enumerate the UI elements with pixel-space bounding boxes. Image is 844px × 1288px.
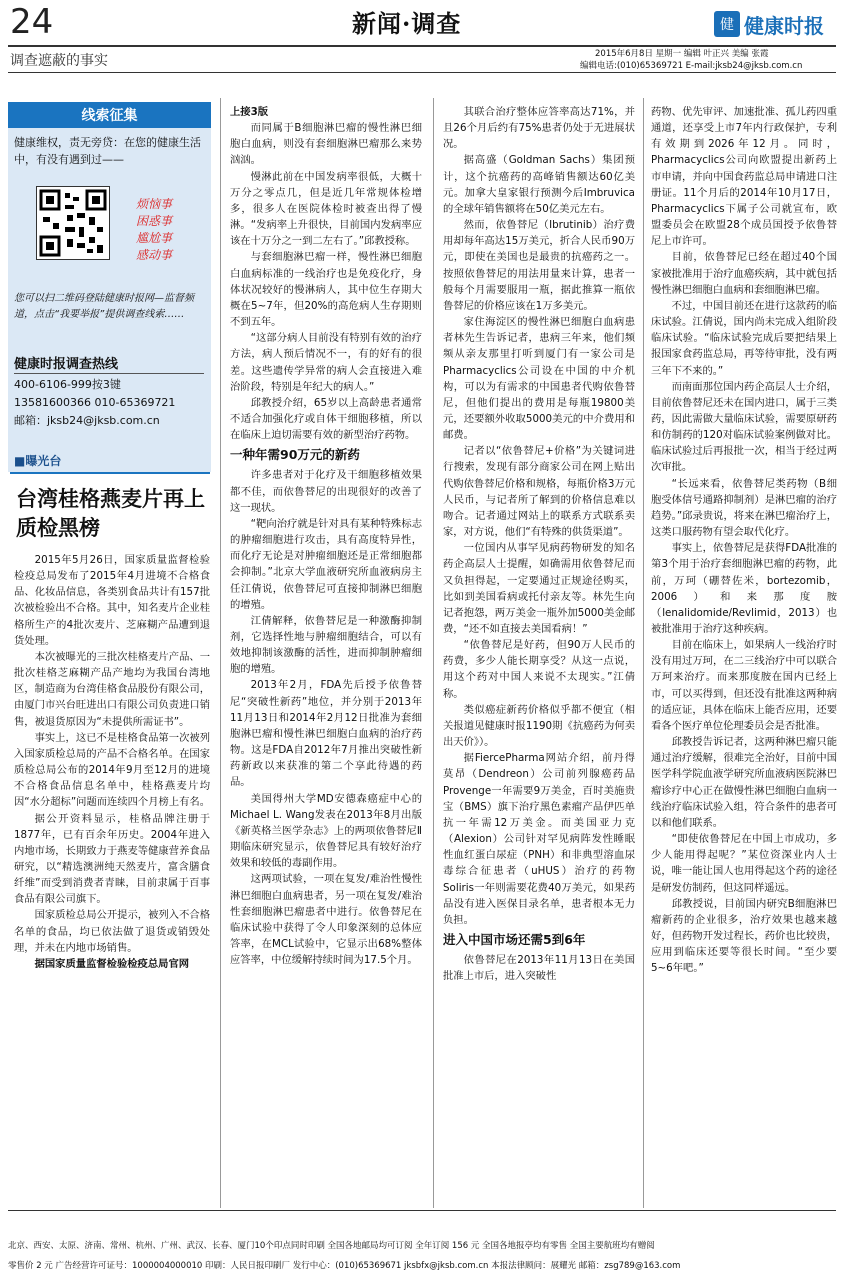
hotline-phone: 400-6106-999按3键 xyxy=(14,378,121,391)
article-paragraph: 国家质检总局公开提示，被列入不合格名单的食品，均已依法做了退货或销毁处理，并未在内地市场销售。 xyxy=(14,909,210,954)
article-paragraph: 邱教授说，目前国内研究B细胞淋巴瘤新药的企业很多，治疗效果也越来越好，但药物开发过程长，药价也比较贵，应用到临床还要等很长时间。“至少要5~6年吧。” xyxy=(651,897,837,975)
qr-caption xyxy=(136,196,196,264)
qr-caption-line: 困惑事 xyxy=(136,214,173,228)
article-paragraph: 美国得州大学MD安德森癌症中心的Michael L. Wang发表在2013年8月出版《新英格兰医学杂志》上的两项依鲁替尼Ⅱ期临床研究显示，依鲁替尼具有较好治疗效果和较低的毒副作用。 xyxy=(230,792,422,870)
article-paragraph: 其联合治疗整体应答率高达71%，并且26个月后约有75%患者仍处于无进展状况。 xyxy=(443,106,635,151)
exposure-article-body xyxy=(14,552,210,972)
footer-publisher-info: 零售价 2 元 广告经营许可证号：1000004000010 印刷：人民日报印刷厂 发行中心：(010)65369671 jksbfx@jksb.com.cn 本报法律顾问：展耀光 邮箱：zsg789@163.com xyxy=(8,1261,681,1271)
article-paragraph: 目前在临床上，如果病人一线治疗时没有用过万珂，在二三线治疗中可以联合万珂来治疗。而来那度胺在国内已经上市，可以买得到，但还没有批准这两种病的适应证，具体在临床上能否应用，还要看各个医疗单位伦理委员会是否批准。 xyxy=(651,639,837,732)
page-title: 新闻·调查 xyxy=(352,9,462,38)
sidebar-note: 您可以扫二维码登陆健康时报网—监督频道，点击“我要举报”提供调查线索…… xyxy=(14,293,194,320)
article-paragraph: 据高盛（Goldman Sachs）集团预计，这个抗癌药的高峰销售额达60亿美元。加拿大皇家银行预测今后Imbruvica的全球年销售额将在50亿美元左右。 xyxy=(443,154,635,215)
article-paragraph: 许多患者对于化疗及干细胞移植效果都不佳，而依鲁替尼的出现很好的改善了这一现状。 xyxy=(230,469,422,514)
article-paragraph: 据公开资料显示，桂格品牌注册于1877年，已有百余年历史。2004年进入内地市场，长期致力于燕麦等健康营养食品研究，以“精选澳洲纯天然麦片，富含膳食纤维”而受到消费者青睐，目前隶属于百事食品有限公司旗下。 xyxy=(14,812,210,906)
hotline-title: 健康时报调查热线 xyxy=(14,357,119,372)
article-paragraph: “依鲁替尼是好药，但90万人民币的药费，多少人能长期享受？从这一点说，用这个药对中国人来说不太现实。”江倩称。 xyxy=(443,639,635,700)
column-divider xyxy=(220,98,221,1208)
main-article-column-3 xyxy=(443,104,635,984)
section-label: 调查遮蔽的事实 xyxy=(10,53,108,69)
sidebar-intro: 健康维权，责无旁贷：在您的健康生活中，有没有遇到过—— xyxy=(14,136,201,166)
qr-code-icon[interactable] xyxy=(36,186,110,260)
column-divider xyxy=(433,98,434,1208)
qr-caption-line: 尴尬事 xyxy=(136,231,173,245)
sidebar-heading: 线索征集 xyxy=(8,102,211,128)
article-paragraph: 本次被曝光的三批次桂格麦片产品、一批次桂格芝麻糊产品产地均为我国台湾地区，制造商为台湾佳格食品股份有限公司，由厦门市兴台旺进出口有限公司负责进口销售，被退货原因为“未提供所需证书”。 xyxy=(14,650,210,728)
logo-text: 健康时报 xyxy=(744,13,824,38)
exposure-heading: ■曝光台 xyxy=(14,454,62,468)
main-article-column-2 xyxy=(230,104,422,968)
editor-contact: 编辑电话:(010)65369721 E-mail:jksb24@jksb.com.cn xyxy=(580,61,803,71)
article-paragraph: 江倩解释，依鲁替尼是一种激酶抑制剂，它选择性地与肿瘤细胞结合，可以有效地抑制该激酶的活性，进而抑制肿瘤细胞的增殖。 xyxy=(230,614,422,676)
article-paragraph: “长远来看，依鲁替尼类药物（B细胞受体信号通路抑制剂）是淋巴瘤的治疗趋势。”邱录贵说，将来在淋巴瘤治疗上，这类口服药物有望会取代化疗。 xyxy=(651,477,837,539)
article-paragraph: 而南面那位国内药企高层人士介绍，目前依鲁替尼还未在国内进口，属于三类药，因此需做大量临床试验，需要原研药和仿制药的120对临床试验案例做对比。临床试验过后再报批一次，相当于经过两次审批。 xyxy=(651,380,837,474)
article-paragraph: 而同属于B细胞淋巴瘤的慢性淋巴细胞白血病，则没有套细胞淋巴瘤那么来势汹汹。 xyxy=(230,122,422,167)
article-paragraph: 事实上，依鲁替尼是获得FDA批准的第3个用于治疗套细胞淋巴瘤的药物，此前，万珂（硼替佐米，bortezomib，2006）和来那度胺（lenalidomide/Revlimid，2013）也被批准用于治疗这种疾病。 xyxy=(651,542,837,635)
exposure-rule xyxy=(10,472,210,474)
page-number: 24 xyxy=(10,2,54,42)
hotline-email[interactable]: 邮箱：jksb24@jksb.com.cn xyxy=(14,414,160,427)
article-paragraph: 与套细胞淋巴瘤一样，慢性淋巴细胞白血病标准的一线治疗也是免疫化疗，身体状况较好的慢淋病人，其中位生存期大概在5~7年，但20%的高危病人生存期则不到五年。 xyxy=(230,251,422,329)
article-paragraph: 这两项试验，一项在复发/难治性慢性淋巴细胞白血病患者，另一项在复发/难治性套细胞淋巴瘤患者中进行。依鲁替尼在临床试验中获得了令人印象深刻的总体应答率，在MCL试验中，它显示出68%整体应答率，中位缓解持续时间为17.5个月。 xyxy=(230,873,422,967)
article-subheading: 进入中国市场还需5到6年 xyxy=(443,931,586,947)
footer-rule xyxy=(8,1210,836,1211)
qr-caption-line: 感动事 xyxy=(136,248,173,262)
hotline-block xyxy=(14,376,210,430)
continued-from: 上接3版 xyxy=(230,106,269,118)
header-rule-bottom xyxy=(8,72,836,73)
article-paragraph: 慢淋此前在中国发病率很低，大概十万分之零点几，但是近几年常规体检增多，很多人在医院体检时被查出得了慢淋。“发病率上升很快，目前国内发病率应该在十万分之一到二左右了。”邱教授称。 xyxy=(230,170,422,248)
article-paragraph: “靶向治疗就是针对具有某种特殊标志的肿瘤细胞进行攻击，具有高度特异性，而化疗无论是对肿瘤细胞还是正常细胞都会抑制。”北京大学血液研究所血液病房主任江倩说，依鲁替尼可直接抑制淋巴细胞的增殖。 xyxy=(230,517,422,611)
hotline-phone-2: 13581600366 010-65369721 xyxy=(14,396,176,409)
article-paragraph: 事实上，这已不是桂格食品第一次被列入国家质检总局的产品不合格名单。在国家质检总局公布的2014年9月至12月的进境不合格食品信息名单中，桂格燕麦片均因“水分超标”问题而连续四个月榜上有名。 xyxy=(14,731,211,809)
column-divider xyxy=(643,98,644,1208)
article-paragraph: 邱教授告诉记者，这两种淋巴瘤只能通过治疗缓解，很难完全治好，目前中国医学科学院血液学研究所血液病医院淋巴瘤诊疗中心正在做慢性淋巴细胞白血病一线治疗临床试验入组，符合条件的患者可以和他们联系。 xyxy=(651,736,837,829)
main-article-column-4 xyxy=(651,104,837,976)
article-paragraph: 邱教授介绍，65岁以上高龄患者通常不适合加强化疗或自体干细胞移植，所以在临床上迫切需要有效的新型治疗药物。 xyxy=(230,396,422,442)
hotline-rule xyxy=(14,373,204,374)
article-paragraph: 依鲁替尼在2013年11月13日在美国批准上市后，进入突破性 xyxy=(443,954,635,983)
article-paragraph: 记者以“依鲁替尼+价格”为关键词进行搜索，发现有部分商家公司在网上贴出代购依鲁替尼价格和规格，每瓶价格3万元人民币，与记者所了解到的价格信息难以吻合。记者通过网站上的联系方式联系卖家，对方说，他们“有特殊的供货渠道”。 xyxy=(443,445,635,539)
logo-mark-icon: 健 xyxy=(714,11,740,37)
article-paragraph: 2015年5月26日，国家质量监督检验检疫总局发布了2015年4月进境不合格食品、化妆品信息，各类别食品共计有157批次被检验出不合格。其中，知名麦片企业桂格所生产的4批次麦片、芝麻糊产品遭到退货处理。 xyxy=(14,554,210,647)
article-paragraph: 据FiercePharma网站介绍，前丹得莫昂（Dendreon）公司前列腺癌药品Provenge一年需要9万美金，百时美施贵宝（BMS）旗下治疗黑色素瘤产品伊匹单抗一年需12万美金。而美国亚力克（Alexion）公司针对罕见病阵发性睡眠性血红蛋白尿症（PNH）和非典型溶血尿毒综合征患者（uHUS）治疗的药物Soliris一年则需要花费40万美元，如果药品没有进入医保目录名单，患者根本无力负担。 xyxy=(443,752,635,926)
article-paragraph: “即使依鲁替尼在中国上市成功，多少人能用得起呢？”某位资深业内人士说，唯一能让国人也用得起这个药的途径是研发仿制药，但这同样遥远。 xyxy=(651,833,837,894)
article-paragraph: 一位国内从事罕见病药物研发的知名药企高层人士提醒，如确需用依鲁替尼而又负担得起，一定要通过正规途径购买，比如到美国看病或托付亲友等。林先生向记者抱怨，两万美金一瓶外加5000美金邮费，“还不如直接去美国看病！” xyxy=(443,542,635,635)
article-subheading: 一种年需90万元的新药 xyxy=(230,447,360,463)
article-paragraph: 类似癌症新药价格似乎都不便宜（相关报道见健康时报1190期《抗癌药为何卖出天价》）。 xyxy=(443,703,635,749)
article-source: 据国家质量监督检验检疫总局官网 xyxy=(34,957,190,970)
qr-caption-line: 烦恼事 xyxy=(136,197,173,211)
article-paragraph: 药物、优先审评、加速批准、孤儿药四重通道，还享受上市7年内行政保护，专利有效期到2026年12月。同时，Pharmacyclics公司向欧盟提出新药上市申请，并向中国食药监总局申请进口注册证。11个月后的2014年10月17日，Pharmacyclics下属子公司就宣布，欧盟委员会在欧盟28个成员国授予依鲁替尼上市许可。 xyxy=(651,106,837,248)
exposure-article-title: 台湾桂格燕麦片再上质检黑榜 xyxy=(16,486,205,540)
footer-distribution: 北京、西安、太原、济南、常州、杭州、广州、武汉、长春、厦门10个印点同时印刷 全国各地邮局均可订阅 全年订阅 156 元 全国各地报亭均有零售 全国主要航班均有赠阅 xyxy=(8,1241,655,1251)
article-paragraph: 2013年2月，FDA先后授予依鲁替尼“突破性新药”地位，并分别于2013年11月13日和2014年2月12日批准为套细胞淋巴瘤和慢性淋巴细胞白血病的治疗药物。这是FDA自2012年7月推出突破性新药新政以来获准的第二个享此待遇的药品。 xyxy=(230,679,422,789)
newspaper-logo xyxy=(714,10,834,38)
article-paragraph: “这部分病人目前没有特别有效的治疗方法，病人预后情况不一，有的好有的很差。这些遗传学异常的病人会直接进入难治阶段，特别是年纪大的病人。” xyxy=(230,332,422,393)
article-paragraph: 家住海淀区的慢性淋巴细胞白血病患者林先生告诉记者，患病三年来，他们频频从亲友那里打听到厦门有一家公司是Pharmacyclics公司设在中国的中介机构，可以为有需求的中国患者代购依鲁替尼，但他们提出的费用是每瓶19800美元，还要额外收取5000美元的中介费用和邮费。 xyxy=(443,316,635,442)
edition-info: 2015年6月8日 星期一 编辑 叶正兴 美编 张霞 xyxy=(595,49,769,59)
article-paragraph: 不过，中国目前还在进行这款药的临床试验。江倩说，国内尚未完成入组阶段临床试验。“临床试验完成后要把结果上报国家食药监总局，再等待审批，没有两三年下不来的。” xyxy=(651,299,837,377)
article-paragraph: 然而，依鲁替尼（Ibrutinib）治疗费用却每年高达15万美元，折合人民币90万元，即使在美国也是最贵的抗癌药之一。按照依鲁替尼的用法用量来计算，患者一般每个月需要服用一瓶，据此推算一瓶依鲁替尼的价格应该在1万多美元。 xyxy=(443,219,635,312)
article-paragraph: 目前，依鲁替尼已经在超过40个国家被批准用于治疗血癌疾病，其中就包括慢性淋巴细胞白血病和套细胞淋巴瘤。 xyxy=(651,251,837,296)
